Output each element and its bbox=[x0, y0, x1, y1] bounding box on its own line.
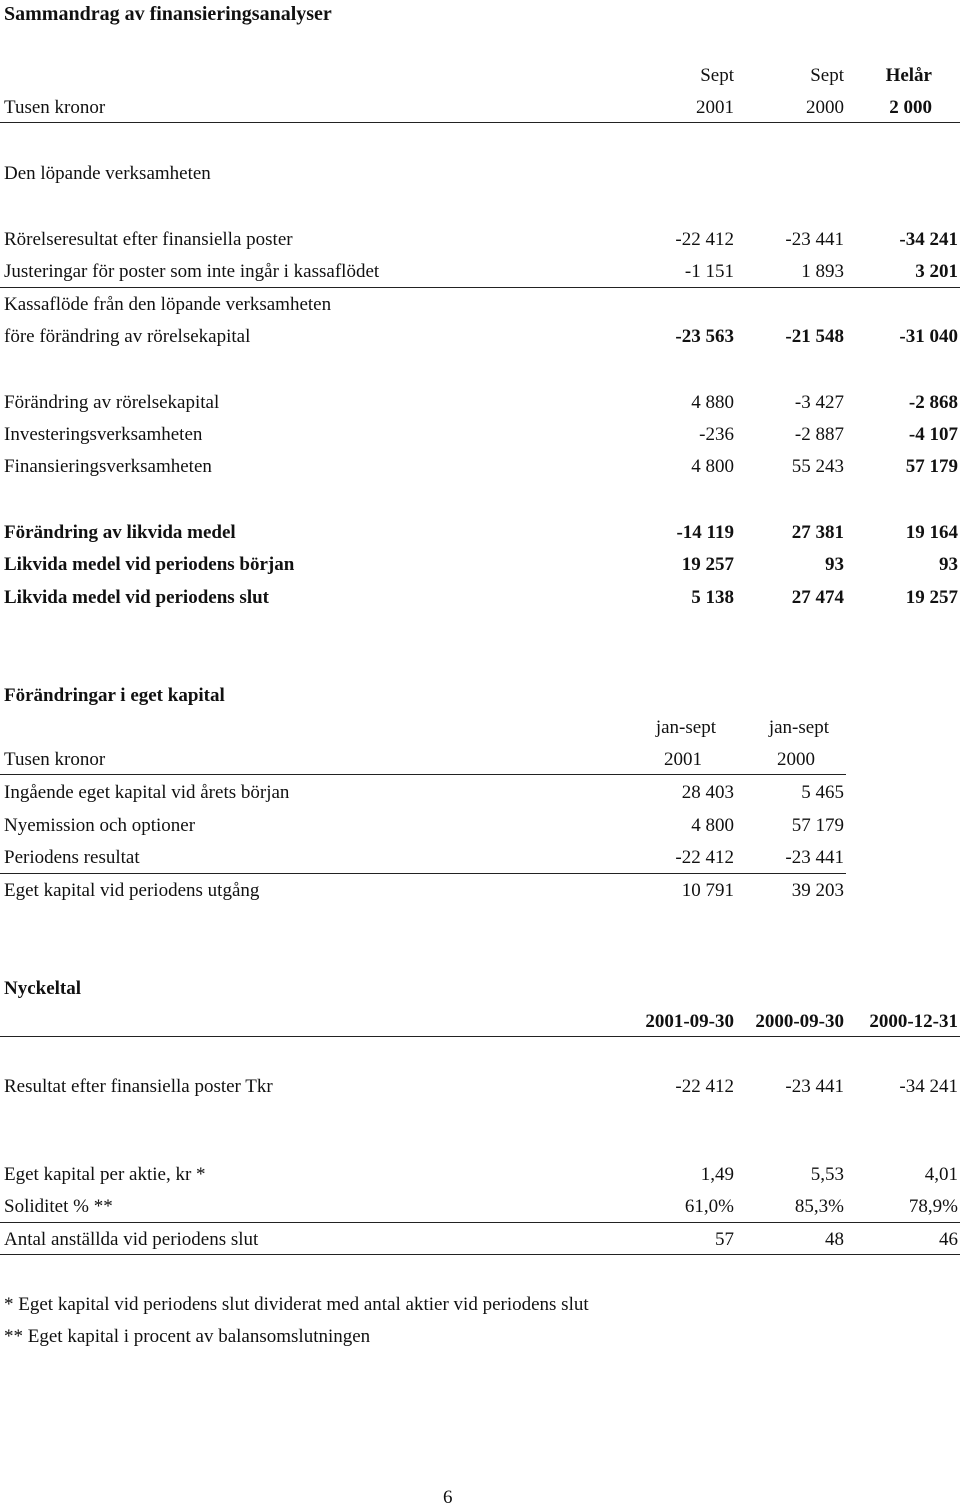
table-row bbox=[4, 323, 960, 351]
cashflow-col1-year: 2001 bbox=[696, 97, 734, 118]
cell-helar: -34 241 bbox=[899, 229, 958, 250]
table-row bbox=[4, 421, 960, 449]
cashflow-header bbox=[4, 94, 960, 122]
cell-2000-12-31: 78,9% bbox=[908, 1196, 958, 1217]
cell-2001: 28 403 bbox=[681, 782, 734, 803]
row-label: Investeringsverksamheten bbox=[4, 424, 203, 445]
cell-2000: 93 bbox=[825, 554, 844, 575]
cell-2000: 27 474 bbox=[791, 587, 844, 608]
divider bbox=[0, 287, 960, 288]
divider bbox=[0, 774, 846, 775]
equity-col2-period: jan-sept bbox=[768, 717, 829, 738]
divider bbox=[0, 1222, 960, 1223]
row-label: Antal anställda vid periodens slut bbox=[4, 1229, 259, 1250]
keyfigures-header bbox=[4, 1008, 960, 1036]
footnote-text: * Eget kapital vid periodens slut dividerat med antal aktier vid periodens slut bbox=[4, 1294, 589, 1315]
cell-2000-12-31: -34 241 bbox=[899, 1076, 958, 1097]
row-label: Kassaflöde från den löpande verksamheten bbox=[4, 294, 332, 315]
cell-2001: -22 412 bbox=[675, 229, 734, 250]
divider bbox=[0, 873, 846, 874]
cell-2001-09-30: 1,49 bbox=[700, 1164, 734, 1185]
cell-helar: 93 bbox=[939, 554, 958, 575]
cell-2000-12-31: 46 bbox=[939, 1229, 958, 1250]
cell-helar: -2 868 bbox=[908, 392, 958, 413]
equity-header-top bbox=[4, 714, 960, 742]
equity-col1-period: jan-sept bbox=[655, 717, 716, 738]
equity-col1-year: 2001 bbox=[664, 749, 702, 770]
row-label: Eget kapital vid periodens utgång bbox=[4, 880, 260, 901]
cell-helar: 3 201 bbox=[915, 261, 958, 282]
table-row bbox=[4, 551, 960, 579]
table-row bbox=[4, 258, 960, 286]
equity-header bbox=[4, 746, 960, 774]
cashflow-col2-year: 2000 bbox=[806, 97, 844, 118]
cashflow-section-label bbox=[4, 160, 960, 188]
table-row bbox=[4, 1193, 960, 1221]
footnote-text: ** Eget kapital i procent av balansomslutningen bbox=[4, 1326, 371, 1347]
table-row bbox=[4, 779, 960, 807]
row-label: Ingående eget kapital vid årets början bbox=[4, 782, 290, 803]
footnote bbox=[4, 1291, 960, 1319]
cell-2000-12-31: 4,01 bbox=[924, 1164, 958, 1185]
table-row bbox=[4, 453, 960, 481]
row-label: Periodens resultat bbox=[4, 847, 140, 868]
cell-2000: 5 465 bbox=[801, 782, 844, 803]
table-row bbox=[4, 812, 960, 840]
cashflow-col3-period: Helår bbox=[885, 65, 932, 86]
section-heading: Förändringar i eget kapital bbox=[4, 685, 225, 706]
keyfigures-col1-date: 2001-09-30 bbox=[645, 1011, 734, 1032]
section-heading: Nyckeltal bbox=[4, 978, 82, 999]
cell-helar: 19 164 bbox=[905, 522, 958, 543]
cell-2001: -236 bbox=[699, 424, 734, 445]
cell-2000: 55 243 bbox=[791, 456, 844, 477]
cashflow-col2-period: Sept bbox=[810, 65, 844, 86]
cell-2001-09-30: -22 412 bbox=[675, 1076, 734, 1097]
row-label: Resultat efter finansiella poster Tkr bbox=[4, 1076, 273, 1097]
row-label: före förändring av rörelsekapital bbox=[4, 326, 251, 347]
table-row bbox=[4, 389, 960, 417]
table-row bbox=[4, 877, 960, 905]
cell-2000: -2 887 bbox=[794, 424, 844, 445]
cell-2001: 4 800 bbox=[691, 815, 734, 836]
cell-2001-09-30: 61,0% bbox=[684, 1196, 734, 1217]
page-title: Sammandrag av finansieringsanalyser bbox=[4, 3, 332, 25]
cell-2000: -21 548 bbox=[785, 326, 844, 347]
row-label: Finansieringsverksamheten bbox=[4, 456, 212, 477]
cell-2001: 5 138 bbox=[691, 587, 734, 608]
divider bbox=[0, 1254, 960, 1255]
cell-2001: -14 119 bbox=[676, 522, 734, 543]
equity-unit-label: Tusen kronor bbox=[4, 749, 106, 770]
cell-2000: 1 893 bbox=[801, 261, 844, 282]
divider bbox=[0, 122, 960, 123]
row-label: Eget kapital per aktie, kr * bbox=[4, 1164, 206, 1185]
cell-2001: -22 412 bbox=[675, 847, 734, 868]
cell-2000-09-30: 48 bbox=[825, 1229, 844, 1250]
row-label: Nyemission och optioner bbox=[4, 815, 196, 836]
table-row bbox=[4, 519, 960, 547]
cell-2000: -23 441 bbox=[785, 847, 844, 868]
row-label: Likvida medel vid periodens början bbox=[4, 554, 295, 575]
table-row bbox=[4, 226, 960, 254]
row-label: Förändring av likvida medel bbox=[4, 522, 236, 543]
row-label: Likvida medel vid periodens slut bbox=[4, 587, 269, 608]
equity-heading-row bbox=[4, 682, 960, 710]
row-label: Rörelseresultat efter finansiella poster bbox=[4, 229, 293, 250]
keyfigures-heading-row bbox=[4, 975, 960, 1003]
table-row bbox=[4, 1161, 960, 1189]
row-label: Förändring av rörelsekapital bbox=[4, 392, 220, 413]
table-row bbox=[4, 584, 960, 612]
cashflow-unit-label: Tusen kronor bbox=[4, 97, 106, 118]
cell-2000-09-30: 5,53 bbox=[810, 1164, 844, 1185]
cell-2000: 57 179 bbox=[791, 815, 844, 836]
cell-2001: 4 800 bbox=[691, 456, 734, 477]
table-row bbox=[4, 1226, 960, 1254]
cell-2000: 27 381 bbox=[791, 522, 844, 543]
section-label: Den löpande verksamheten bbox=[4, 163, 211, 184]
table-row bbox=[4, 291, 960, 319]
cashflow-col3-year: 2 000 bbox=[889, 97, 932, 118]
divider bbox=[0, 1036, 960, 1037]
cell-2000-09-30: -23 441 bbox=[785, 1076, 844, 1097]
cell-2001-09-30: 57 bbox=[715, 1229, 734, 1250]
cell-2001: 4 880 bbox=[691, 392, 734, 413]
row-label: Justeringar för poster som inte ingår i kassaflödet bbox=[4, 261, 380, 282]
cashflow-header-top bbox=[4, 62, 960, 90]
table-row bbox=[4, 1073, 960, 1101]
cell-helar: 19 257 bbox=[905, 587, 958, 608]
cell-helar: -4 107 bbox=[908, 424, 958, 445]
cell-2001: 10 791 bbox=[681, 880, 734, 901]
cell-2001: -23 563 bbox=[675, 326, 734, 347]
keyfigures-col3-date: 2000-12-31 bbox=[869, 1011, 958, 1032]
cell-2000-09-30: 85,3% bbox=[794, 1196, 844, 1217]
row-label: Soliditet % ** bbox=[4, 1196, 113, 1217]
table-row bbox=[4, 844, 960, 872]
page-number: 6 bbox=[443, 1487, 453, 1508]
keyfigures-col2-date: 2000-09-30 bbox=[755, 1011, 844, 1032]
cell-2001: -1 151 bbox=[684, 261, 734, 282]
cell-helar: 57 179 bbox=[905, 456, 958, 477]
cell-2000: -3 427 bbox=[794, 392, 844, 413]
cell-helar: -31 040 bbox=[899, 326, 958, 347]
cell-2001: 19 257 bbox=[681, 554, 734, 575]
cell-2000: 39 203 bbox=[791, 880, 844, 901]
equity-col2-year: 2000 bbox=[777, 749, 815, 770]
footnote bbox=[4, 1323, 960, 1351]
cashflow-col1-period: Sept bbox=[700, 65, 734, 86]
cell-2000: -23 441 bbox=[785, 229, 844, 250]
